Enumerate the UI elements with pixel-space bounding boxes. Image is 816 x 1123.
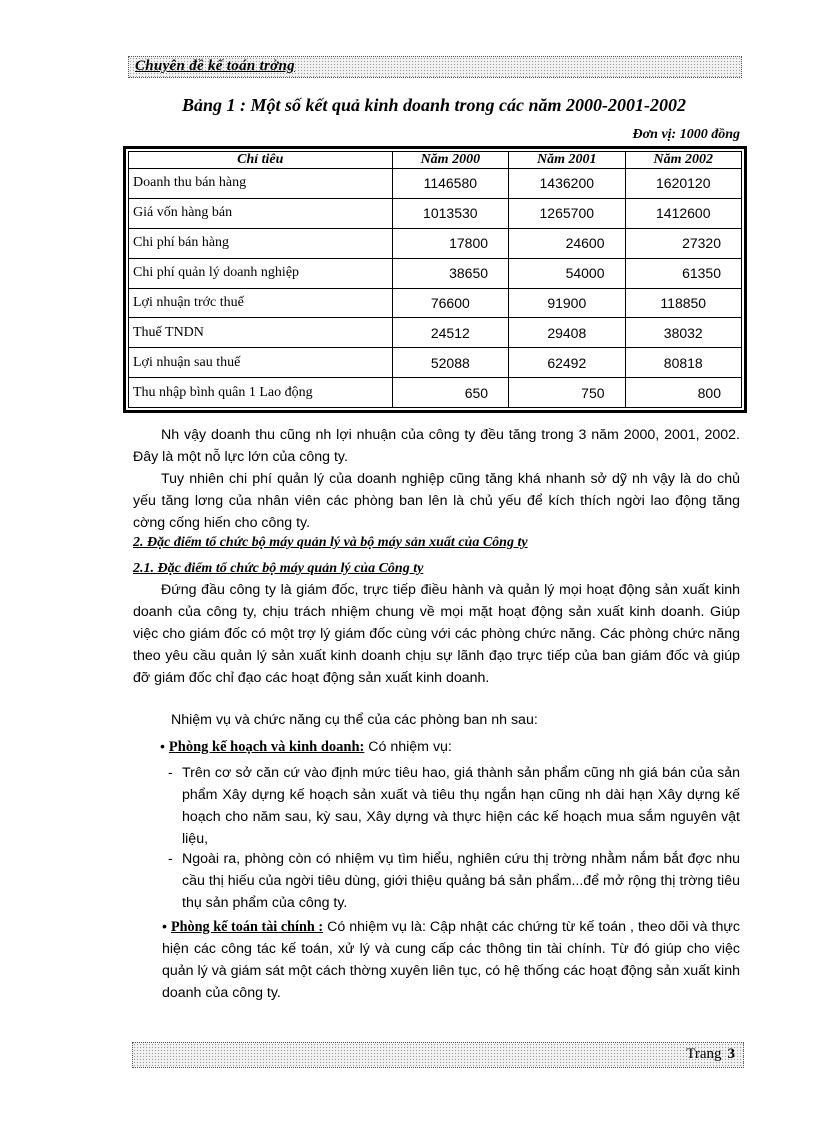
page-header-band [128,56,742,78]
cell-value: 80818 [625,348,741,378]
cell-value: 91900 [509,288,625,318]
list-item [168,762,740,850]
cell-value: 76600 [392,288,508,318]
table-row [129,378,742,408]
table-row [129,198,742,228]
bullet-marker: • [160,739,165,755]
dash-marker: - [168,765,173,781]
cell-value: 750 [509,378,625,408]
list-item [168,848,740,914]
cell-value: 24512 [392,318,508,348]
table-row [129,288,742,318]
table-unit: Đơn vị: 1000 đồng [632,127,740,142]
paragraph-duties-intro: Nhiệm vụ và chức năng cụ thể của các phòng ban nh sau: [171,712,538,728]
page-number-value: 3 [727,1046,735,1062]
section-heading-2: 2. Đặc điểm tổ chức bộ máy quản lý và bộ máy sản xuất của Công ty [133,535,528,550]
list-item-text: Trên cơ sở căn cứ vào định mức tiêu hao, giá thành sản phẩm cũng nh giá bán của sản phẩm Xây dựng kế hoạch sản xuất và tiêu thụ ngắn hạn cũng nh dài hạn Xây dựng kế hoạch cho năm sau, kỳ sau, Xây dựng và thực hiện các kế hoạch mua sắm nguyên vật liệu, [182,765,740,847]
row-label: Thu nhập bình quân 1 Lao động [129,378,393,408]
cell-value: 52088 [392,348,508,378]
cell-value: 24600 [509,228,625,258]
row-label: Thuế TNDN [129,318,393,348]
header-cell: Năm 2001 [509,152,625,169]
row-label: Lợi nhuận trớc thuế [129,288,393,318]
bullet-marker: • [162,919,167,935]
results-table-frame [123,146,747,413]
bullet-tail: Có nhiệm vụ: [364,739,452,755]
header-cell: Chỉ tiêu [129,152,393,169]
row-label: Chi phí quản lý doanh nghiệp [129,258,393,288]
table-title: Bảng 1 : Một số kết quả kinh doanh trong các năm 2000-2001-2002 [181,95,687,115]
cell-value: 1620120 [625,169,741,199]
row-label: Giá vốn hàng bán [129,198,393,228]
cell-value: 650 [392,378,508,408]
cell-value: 27320 [625,228,741,258]
cell-value: 1436200 [509,169,625,199]
table-row [129,258,742,288]
cell-value: 38032 [625,318,741,348]
bullet-heading: Phòng kế hoạch và kinh doanh: [168,739,365,755]
row-label: Doanh thu bán hàng [129,169,393,199]
row-label: Chi phí bán hàng [129,228,393,258]
bullet-planning-dept [160,739,452,756]
table-header-row [129,152,742,169]
page-number [686,1046,735,1063]
bullet-text: Có nhiệm vụ là: Cập nhật các chứng từ kế toán , theo dõi và thực hiện các công tác kế toán, xử lý và cung cấp các thông tin tài chính. Từ đó giúp cho việc quản lý và giám sát một cách thờng xuyên liên tục, có hệ thống các hoạt động sản xuất kinh doanh của công ty. [162,919,740,1001]
cell-value: 1013530 [392,198,508,228]
paragraph-management: Đứng đầu công ty là giám đốc, trực tiếp điều hành và quản lý mọi hoạt động sản xuất kinh doanh của công ty, chịu trách nhiệm chung về mọi mặt hoạt động sản xuất kinh doanh. Giúp việc cho giám đốc có một trợ lý giám đốc cùng với các phòng chức năng. Các phòng chức năng theo yêu cầu quản lý sản xuất kinh doanh chịu sự lãnh đạo trực tiếp của ban giám đốc và giúp đỡ giám đốc chỉ đạo các hoạt động sản xuất kinh doanh. [133,582,740,686]
header-cell: Năm 2002 [625,152,741,169]
cell-value: 61350 [625,258,741,288]
paragraph-costs: Tuy nhiên chi phí quản lý của doanh nghiệp cũng tăng khá nhanh sở dỹ nh vậy là do chủ yếu tăng lơng của nhân viên các phòng ban lên là chủ yếu để kích thích ngời lao động tăng cờng cống hiến cho công ty. [133,471,740,531]
cell-value: 800 [625,378,741,408]
row-label: Lợi nhuận sau thuế [129,348,393,378]
list-item-text: Ngoài ra, phòng còn có nhiệm vụ tìm hiểu, nghiên cứu thị trờng nhằm nắm bắt đợc nhu cầu thị hiếu của ngời tiêu dùng, giới thiệu quảng bá sản phẩm...để mở rộng thị trờng tiêu thụ sản phẩm của công ty. [182,851,740,911]
section-heading-2-1: 2.1. Đặc điểm tổ chức bộ máy quản lý của Công ty [133,561,424,576]
dash-marker: - [168,851,173,867]
bullet-accounting-dept [162,916,740,1004]
table-row [129,348,742,378]
cell-value: 1265700 [509,198,625,228]
bullet-heading: Phòng kế toán tài chính : [170,919,324,935]
cell-value: 1412600 [625,198,741,228]
table-row [129,169,742,199]
page-footer-band [132,1042,744,1068]
header-cell: Năm 2000 [392,152,508,169]
cell-value: 17800 [392,228,508,258]
header-title: Chuyên đề kế toán trởng [135,58,295,74]
cell-value: 29408 [509,318,625,348]
paragraph-summary: Nh vậy doanh thu cũng nh lợi nhuận của công ty đều tăng trong 3 năm 2000, 2001, 2002. Đây là một nỗ lực lớn của công ty. [133,427,740,465]
cell-value: 38650 [392,258,508,288]
cell-value: 118850 [625,288,741,318]
cell-value: 1146580 [392,169,508,199]
cell-value: 62492 [509,348,625,378]
results-table [128,151,742,408]
table-row [129,228,742,258]
table-row [129,318,742,348]
page-label: Trang [686,1046,722,1062]
cell-value: 54000 [509,258,625,288]
